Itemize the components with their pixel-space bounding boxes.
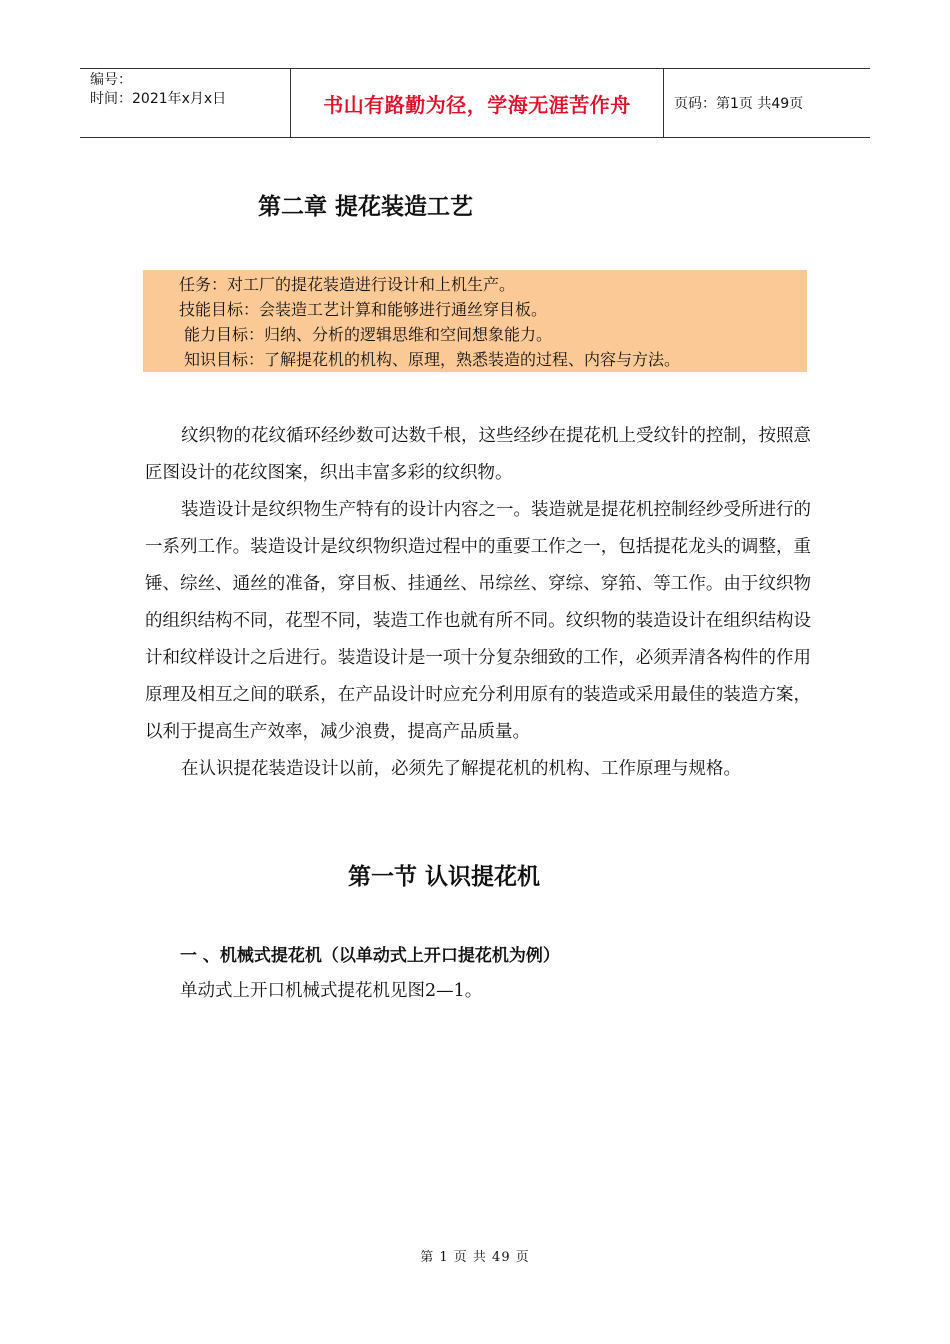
- paragraph: 纹织物的花纹循环经纱数可达数千根，这些经纱在提花机上受纹针的控制，按照意匠图设计的花纹图案，织出丰富多彩的纹织物。: [145, 426, 811, 483]
- motto-text: 书山有路勤为径，学海无涯苦作舟: [323, 92, 631, 117]
- section-title: 第一节 认识提花机: [348, 864, 541, 890]
- subsection-title: 一 、机械式提花机（以单动式上开口提花机为例）: [180, 946, 560, 966]
- task-line: 任务：对工厂的提花装造进行设计和上机生产。: [179, 275, 516, 294]
- body-text: [145, 418, 811, 788]
- header-page-info: [664, 69, 870, 137]
- page-footer: 第 1 页 共 49 页: [420, 1250, 530, 1265]
- ability-goal-line: 能力目标：归纳、分析的逻辑思维和空间想象能力。: [184, 325, 553, 344]
- paragraph: 在认识提花装造设计以前，必须先了解提花机的机构、工作原理与规格。: [181, 759, 741, 779]
- number-label: 编号：: [90, 72, 132, 88]
- time-label: 时间：2021年x月x日: [90, 91, 227, 107]
- subsection-text: 单动式上开口机械式提花机见图2—1。: [180, 981, 483, 1001]
- page-info-text: 页码：第1页 共49页: [674, 96, 804, 112]
- chapter-title: 第二章 提花装造工艺: [258, 194, 474, 220]
- task-box: [143, 270, 807, 372]
- skill-goal-line: 技能目标：会装造工艺计算和能够进行通丝穿目板。: [179, 300, 548, 319]
- document-header: [80, 68, 870, 138]
- header-meta: [80, 69, 290, 137]
- knowledge-goal-line: 知识目标：了解提花机的机构、原理，熟悉装造的过程、内容与方法。: [184, 350, 681, 369]
- paragraph: 装造设计是纹织物生产特有的设计内容之一。装造就是提花机控制经纱受所进行的一系列工作。装造设计是纹织物织造过程中的重要工作之一，包括提花龙头的调整，重锤、综丝、通丝的准备，穿目板、挂通丝、吊综丝、穿综、穿筘、等工作。由于纹织物的组织结构不同，花型不同，装造工作也就有所不同。纹织物的装造设计在组织结构设计和纹样设计之后进行。装造设计是一项十分复杂细致的工作，必须弄清各构件的作用原理及相互之间的联系，在产品设计时应充分利用原有的装造或采用最佳的装造方案，以利于提高生产效率，减少浪费，提高产品质量。: [145, 500, 811, 742]
- header-motto-cell: [290, 69, 664, 137]
